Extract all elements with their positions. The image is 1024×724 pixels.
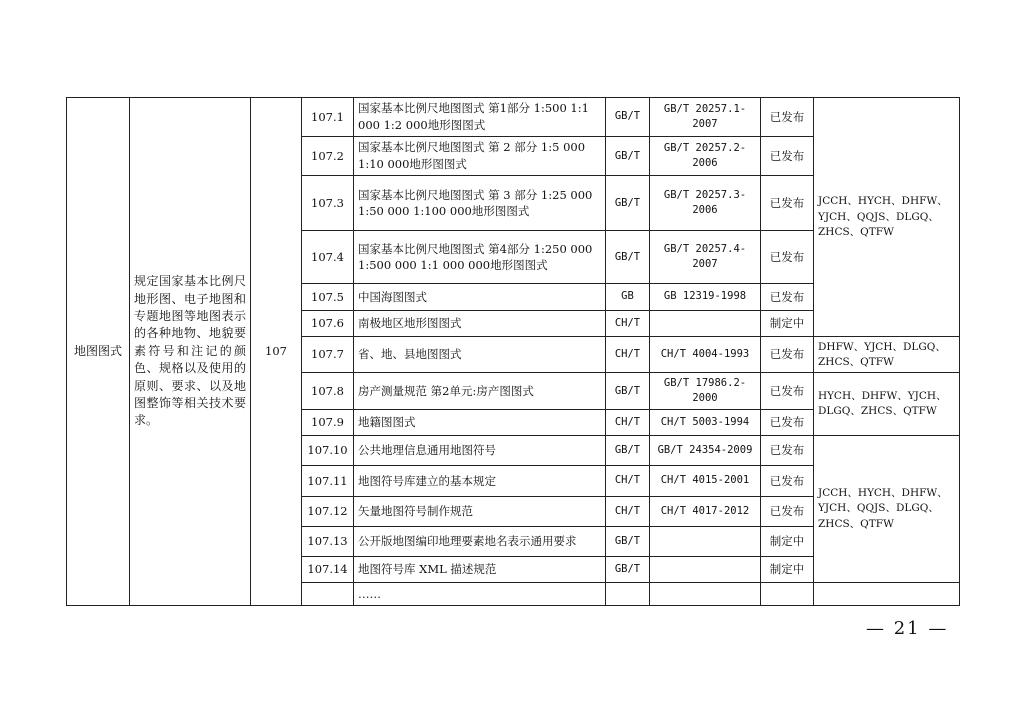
standard-code-cell: CH/T 4004-1993 xyxy=(650,337,761,373)
standard-name-cell: 省、地、县地图图式 xyxy=(354,337,606,373)
standard-type-cell: CH/T xyxy=(606,496,650,527)
standard-type-cell: GB xyxy=(606,284,650,311)
related-cell: JCCH、HYCH、DHFW、YJCH、QQJS、DLGQ、ZHCS、QTFW xyxy=(814,435,960,583)
standard-type-cell: CH/T xyxy=(606,466,650,497)
row-number-cell: 107.2 xyxy=(302,137,354,176)
standard-type-cell: GB/T xyxy=(606,231,650,284)
table-row xyxy=(67,98,960,137)
standard-code-cell: GB/T 20257.1-2007 xyxy=(650,98,761,137)
standard-name-cell: 国家基本比例尺地图图式 第 2 部分 1:5 000 1:10 000地形图图式 xyxy=(354,137,606,176)
standard-type-cell: GB/T xyxy=(606,527,650,557)
standard-code-cell: GB/T 20257.3-2006 xyxy=(650,176,761,231)
status-cell: 已发布 xyxy=(761,337,814,373)
status-cell: 已发布 xyxy=(761,410,814,435)
related-cell: DHFW、YJCH、DLGQ、ZHCS、QTFW xyxy=(814,337,960,373)
scope-cell: 规定国家基本比例尺地形图、电子地图和专题地图等地图表示的各种地物、地貌要素符号和注记的颜色、规格以及使用的原则、要求、以及地图整饰等相关技术要求。 xyxy=(130,98,251,606)
standard-code-cell: GB 12319-1998 xyxy=(650,284,761,311)
row-number-cell: 107.4 xyxy=(302,231,354,284)
standard-type-cell: CH/T xyxy=(606,410,650,435)
standard-name-cell: 南极地区地形图图式 xyxy=(354,310,606,337)
status-cell: 制定中 xyxy=(761,556,814,583)
status-cell: 制定中 xyxy=(761,527,814,557)
standard-type-cell: GB/T xyxy=(606,435,650,466)
row-number-cell: 107.14 xyxy=(302,556,354,583)
row-number-cell xyxy=(302,583,354,606)
standard-name-cell: 矢量地图符号制作规范 xyxy=(354,496,606,527)
standard-code-cell xyxy=(650,583,761,606)
status-cell: 已发布 xyxy=(761,466,814,497)
standard-code-cell: CH/T 4017-2012 xyxy=(650,496,761,527)
status-cell: 已发布 xyxy=(761,373,814,410)
status-cell xyxy=(761,583,814,606)
standard-type-cell: GB/T xyxy=(606,556,650,583)
status-cell: 已发布 xyxy=(761,98,814,137)
standard-type-cell: GB/T xyxy=(606,373,650,410)
row-number-cell: 107.1 xyxy=(302,98,354,137)
page-number: — 21 — xyxy=(866,618,949,639)
row-number-cell: 107.12 xyxy=(302,496,354,527)
standard-type-cell: CH/T xyxy=(606,337,650,373)
related-cell-empty xyxy=(814,583,960,606)
category-cell: 地图图式 xyxy=(67,98,130,606)
standard-code-cell: GB/T 17986.2-2000 xyxy=(650,373,761,410)
standard-code-cell xyxy=(650,310,761,337)
row-number-cell: 107.3 xyxy=(302,176,354,231)
standard-type-cell: CH/T xyxy=(606,310,650,337)
standard-name-cell: 国家基本比例尺地图图式 第4部分 1:250 000 1:500 000 1:1 000 000地形图图式 xyxy=(354,231,606,284)
standard-type-cell: GB/T xyxy=(606,98,650,137)
status-cell: 已发布 xyxy=(761,284,814,311)
standard-type-cell: GB/T xyxy=(606,176,650,231)
row-number-cell: 107.11 xyxy=(302,466,354,497)
standard-code-cell xyxy=(650,527,761,557)
row-number-cell: 107.6 xyxy=(302,310,354,337)
standard-name-cell: 中国海图图式 xyxy=(354,284,606,311)
standard-code-cell xyxy=(650,556,761,583)
standards-table xyxy=(66,97,960,606)
standard-code-cell: CH/T 4015-2001 xyxy=(650,466,761,497)
standard-type-cell: GB/T xyxy=(606,137,650,176)
standard-name-cell: 国家基本比例尺地图图式 第1部分 1:500 1:1 000 1:2 000地形图图式 xyxy=(354,98,606,137)
standard-name-cell: 公开版地图编印地理要素地名表示通用要求 xyxy=(354,527,606,557)
row-number-cell: 107.13 xyxy=(302,527,354,557)
standard-code-cell: GB/T 20257.4-2007 xyxy=(650,231,761,284)
standard-code-cell: GB/T 20257.2-2006 xyxy=(650,137,761,176)
standard-name-cell: 地籍图图式 xyxy=(354,410,606,435)
related-cell: HYCH、DHFW、YJCH、DLGQ、ZHCS、QTFW xyxy=(814,373,960,435)
standard-code-cell: GB/T 24354-2009 xyxy=(650,435,761,466)
standard-name-cell: 地图符号库建立的基本规定 xyxy=(354,466,606,497)
related-cell: JCCH、HYCH、DHFW、YJCH、QQJS、DLGQ、ZHCS、QTFW xyxy=(814,98,960,337)
row-number-cell: 107.10 xyxy=(302,435,354,466)
group-code-cell: 107 xyxy=(251,98,302,606)
row-number-cell: 107.8 xyxy=(302,373,354,410)
standard-name-cell: …… xyxy=(354,583,606,606)
standard-name-cell: 公共地理信息通用地图符号 xyxy=(354,435,606,466)
status-cell: 已发布 xyxy=(761,496,814,527)
standard-type-cell xyxy=(606,583,650,606)
status-cell: 已发布 xyxy=(761,435,814,466)
standard-name-cell: 房产测量规范 第2单元:房产图图式 xyxy=(354,373,606,410)
status-cell: 已发布 xyxy=(761,137,814,176)
row-number-cell: 107.7 xyxy=(302,337,354,373)
standard-name-cell: 国家基本比例尺地图图式 第 3 部分 1:25 000 1:50 000 1:100 000地形图图式 xyxy=(354,176,606,231)
status-cell: 制定中 xyxy=(761,310,814,337)
row-number-cell: 107.9 xyxy=(302,410,354,435)
standard-name-cell: 地图符号库 XML 描述规范 xyxy=(354,556,606,583)
status-cell: 已发布 xyxy=(761,231,814,284)
status-cell: 已发布 xyxy=(761,176,814,231)
standard-code-cell: CH/T 5003-1994 xyxy=(650,410,761,435)
row-number-cell: 107.5 xyxy=(302,284,354,311)
